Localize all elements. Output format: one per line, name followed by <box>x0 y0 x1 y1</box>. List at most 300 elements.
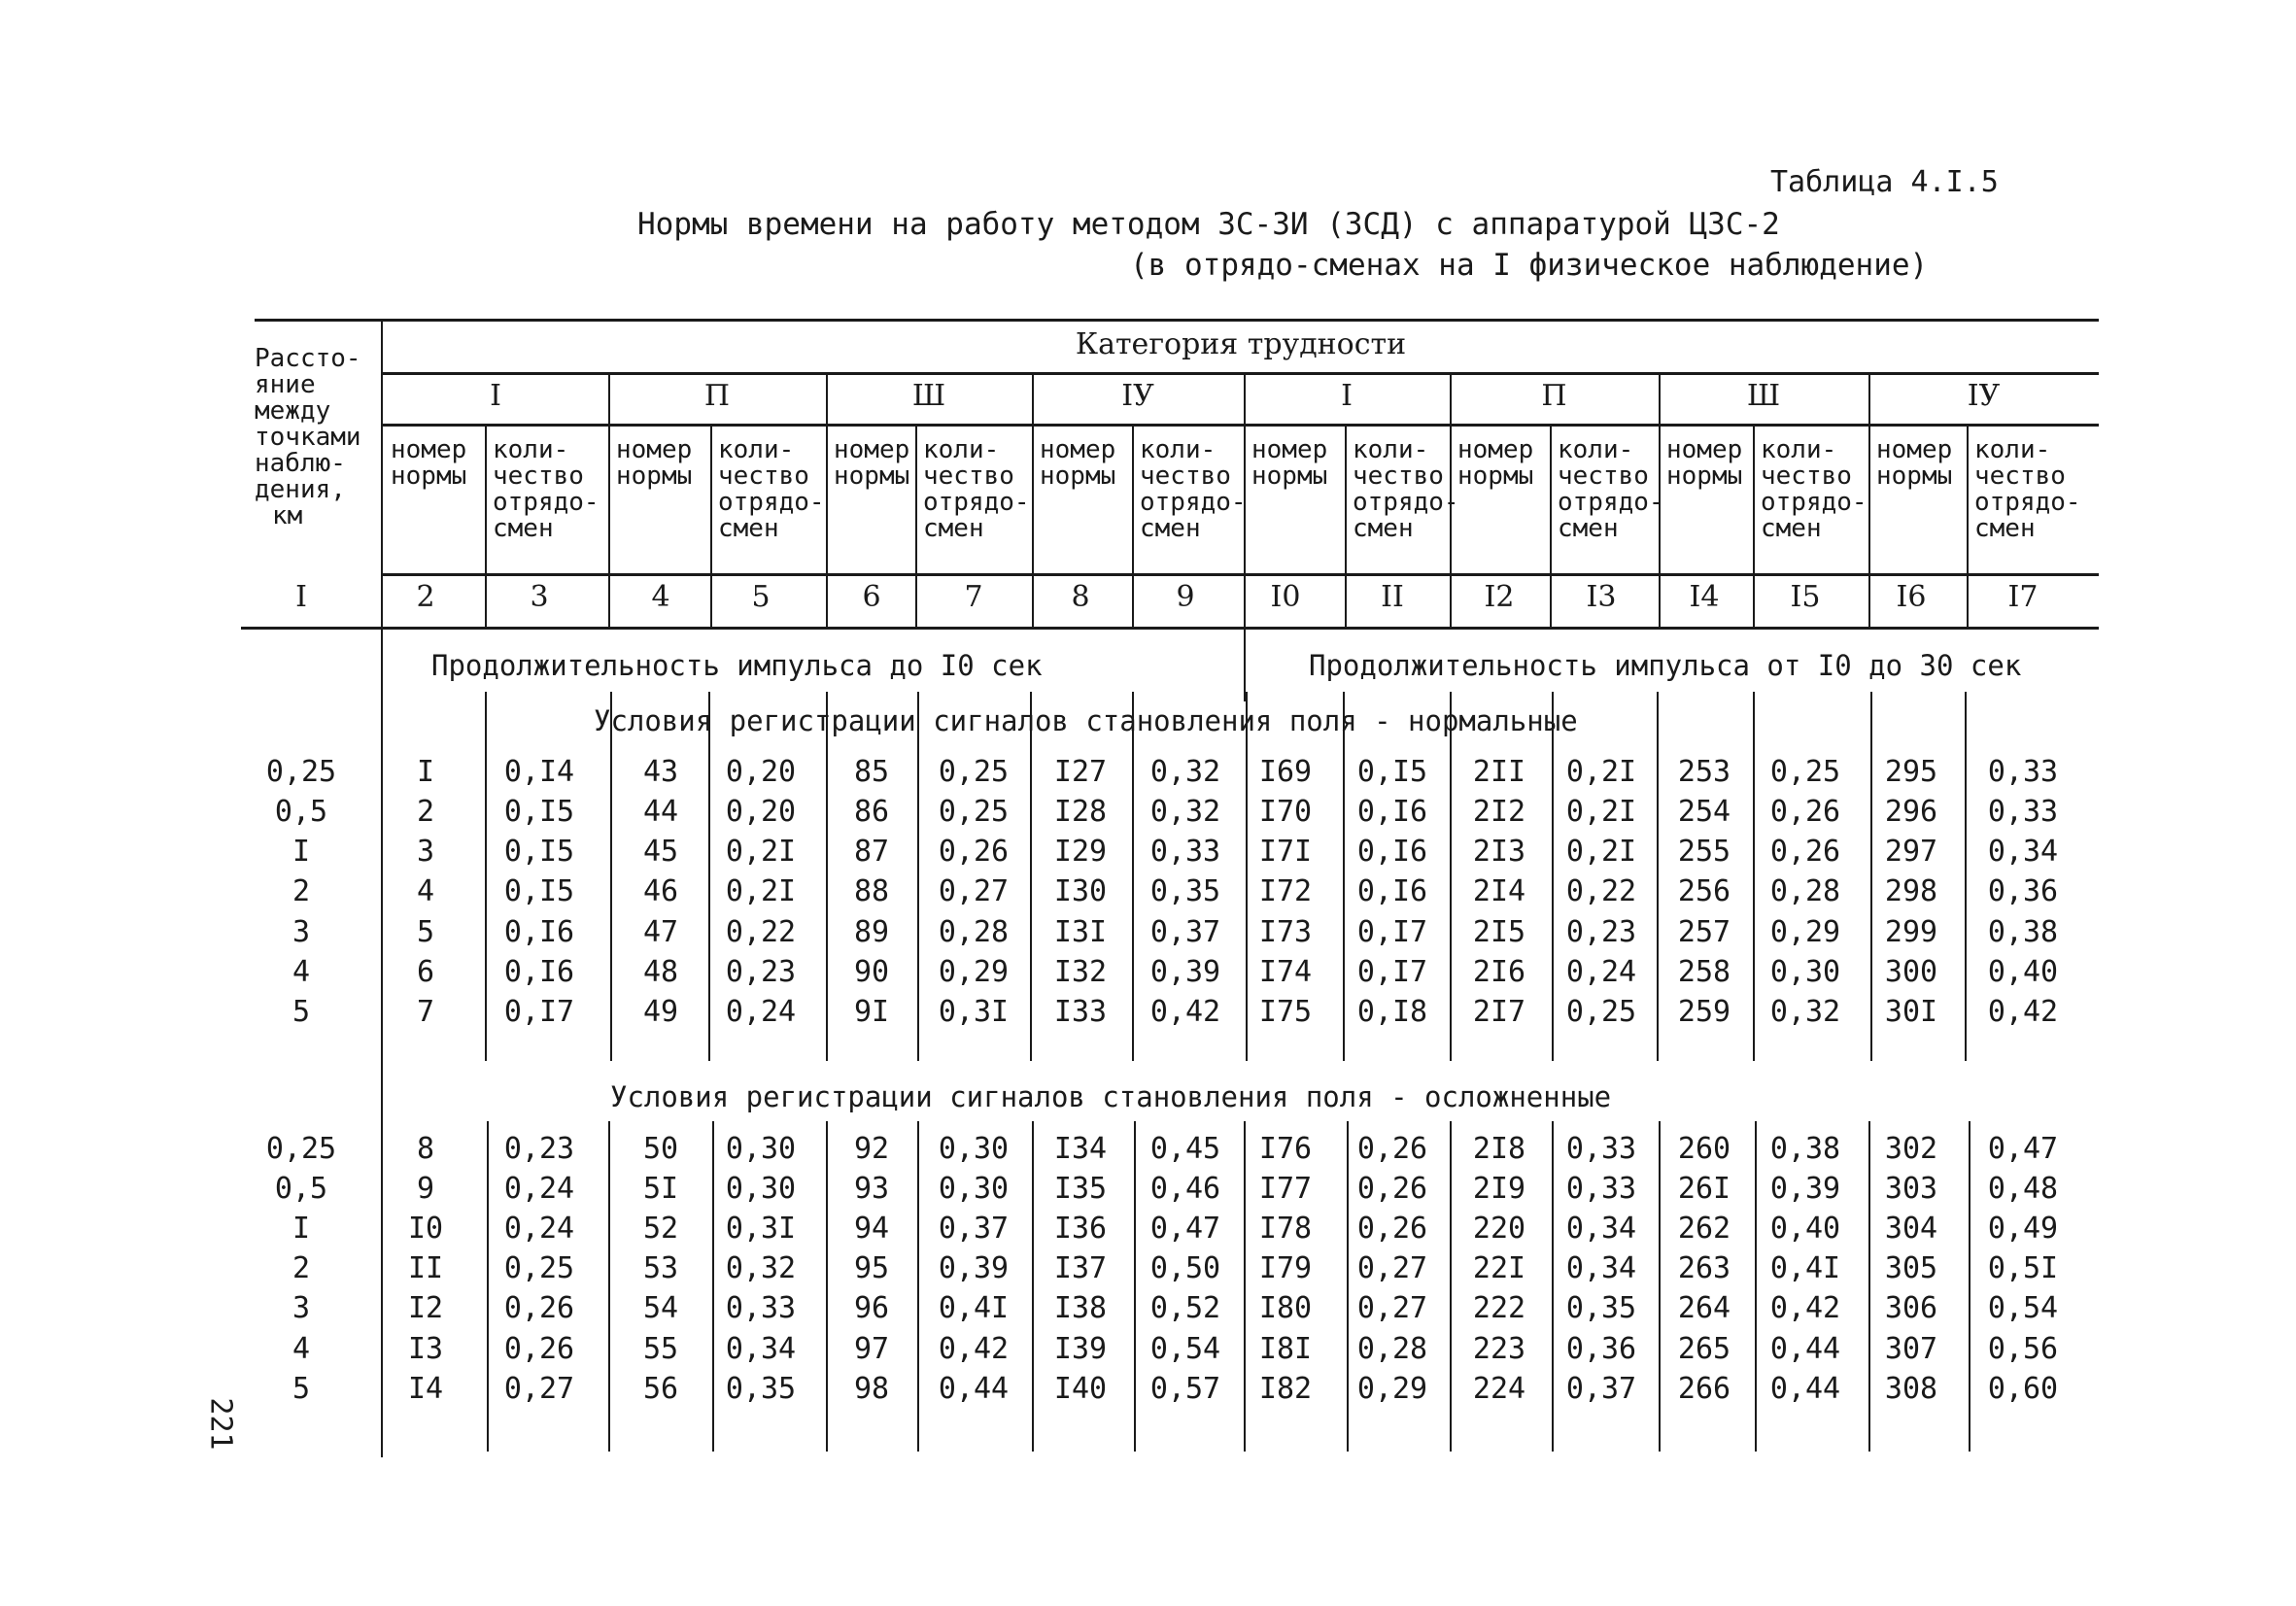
norm-number-cell: I73 <box>1258 915 1313 949</box>
norm-number-cell: 54 <box>642 1291 679 1325</box>
quantity-cell: 0,3I <box>725 1212 797 1246</box>
quantity-cell: 0,30 <box>725 1172 797 1206</box>
pulse-divider <box>1244 628 1246 701</box>
norm-number-cell: I3I <box>1053 915 1108 949</box>
column-number: I0 <box>1270 580 1301 614</box>
norm-number-cell: 307 <box>1884 1332 1938 1366</box>
norm-number-cell: 96 <box>853 1291 890 1325</box>
quantity-cell: 0,42 <box>1149 995 1221 1029</box>
norm-number-cell: I75 <box>1258 995 1313 1029</box>
column-number: 6 <box>862 580 881 614</box>
quantity-header <box>493 437 600 542</box>
quantity-cell: 0,49 <box>1987 1212 2059 1246</box>
norm-number-cell: I76 <box>1258 1132 1313 1166</box>
column-divider <box>1550 425 1552 627</box>
norm-number-cell: 220 <box>1472 1212 1526 1246</box>
quantity-header-line: смен <box>1558 514 1619 543</box>
norm-number-cell: I39 <box>1053 1332 1108 1366</box>
norm-number-cell: 223 <box>1472 1332 1526 1366</box>
quantity-cell: 0,60 <box>1987 1372 2059 1406</box>
norm-number-header-line: нормы <box>616 461 693 491</box>
category-header: I <box>1341 379 1353 413</box>
norm-number-cell: 2I9 <box>1472 1172 1526 1206</box>
quantity-cell: 0,40 <box>1987 955 2059 989</box>
column-number: II <box>1381 580 1404 614</box>
distance-header-line: точками <box>255 423 361 452</box>
quantity-cell: 0,45 <box>1149 1132 1221 1166</box>
quantity-cell: 0,24 <box>503 1172 575 1206</box>
distance-cell: 4 <box>291 955 311 989</box>
norm-number-cell: I79 <box>1258 1251 1313 1285</box>
quantity-header-line: смен <box>923 514 984 543</box>
quantity-cell: 0,29 <box>1769 915 1841 949</box>
quantity-cell: 0,2I <box>725 874 797 908</box>
header-rule <box>383 573 2099 576</box>
distance-cell: 0,5 <box>274 795 328 829</box>
distance-cell: 3 <box>291 1291 311 1325</box>
quantity-cell: 0,34 <box>725 1332 797 1366</box>
norm-number-cell: 6 <box>416 955 435 989</box>
quantity-cell: 0,37 <box>938 1212 1010 1246</box>
quantity-header-line: чество <box>1558 461 1649 491</box>
quantity-cell: 0,33 <box>1565 1132 1637 1166</box>
norm-number-cell: 255 <box>1677 835 1731 869</box>
distance-cell: 2 <box>291 1251 311 1285</box>
quantity-header-line: коли- <box>718 435 795 464</box>
quantity-cell: 0,30 <box>725 1132 797 1166</box>
quantity-header-line: отрядо- <box>493 488 600 517</box>
quantity-header <box>1761 437 1868 542</box>
norm-number-cell: 295 <box>1884 755 1938 789</box>
quantity-cell: 0,26 <box>1356 1132 1428 1166</box>
quantity-header-line: отрядо- <box>1974 488 2081 517</box>
distance-header-line: между <box>255 396 331 426</box>
norm-number-cell: 45 <box>642 835 679 869</box>
norm-number-cell: I33 <box>1053 995 1108 1029</box>
quantity-cell: 0,34 <box>1987 835 2059 869</box>
norm-number-cell: 22I <box>1472 1251 1526 1285</box>
norm-number-header-line: номер <box>1666 435 1743 464</box>
norm-number-cell: 46 <box>642 874 679 908</box>
quantity-cell: 0,33 <box>1987 795 2059 829</box>
quantity-cell: 0,I6 <box>503 955 575 989</box>
quantity-cell: 0,25 <box>1769 755 1841 789</box>
quantity-cell: 0,I7 <box>1356 955 1428 989</box>
section-title-normal: Условия регистрации сигналов становления поля - нормальные <box>594 704 1578 737</box>
quantity-header-line: смен <box>493 514 554 543</box>
quantity-cell: 0,26 <box>938 835 1010 869</box>
norm-number-cell: 50 <box>642 1132 679 1166</box>
quantity-cell: 0,26 <box>1356 1212 1428 1246</box>
quantity-header-line: коли- <box>1761 435 1837 464</box>
quantity-cell: 0,29 <box>938 955 1010 989</box>
norm-number-cell: 2II <box>1472 755 1526 789</box>
quantity-header-line: отрядо- <box>923 488 1030 517</box>
norm-number-cell: 44 <box>642 795 679 829</box>
norm-number-cell: 256 <box>1677 874 1731 908</box>
quantity-header <box>923 437 1030 542</box>
pulse-right-label: Продолжительность импульса от I0 до 30 сек <box>1309 649 2022 682</box>
category-header: Ш <box>1746 379 1781 413</box>
norm-number-cell: 304 <box>1884 1212 1938 1246</box>
norm-number-cell: 262 <box>1677 1212 1731 1246</box>
norm-number-cell: I78 <box>1258 1212 1313 1246</box>
norm-number-cell: 2I2 <box>1472 795 1526 829</box>
norm-number-header-line: номер <box>834 435 910 464</box>
quantity-header-line: чество <box>1974 461 2066 491</box>
quantity-cell: 0,22 <box>1565 874 1637 908</box>
norm-number-cell: 94 <box>853 1212 890 1246</box>
norm-number-cell: I8I <box>1258 1332 1313 1366</box>
quantity-cell: 0,26 <box>503 1291 575 1325</box>
column-number: I4 <box>1689 580 1720 614</box>
norm-number-cell: 253 <box>1677 755 1731 789</box>
norm-number-cell: 222 <box>1472 1291 1526 1325</box>
quantity-header-line: отрядо- <box>718 488 825 517</box>
quantity-cell: 0,5I <box>1987 1251 2059 1285</box>
quantity-cell: 0,2I <box>725 835 797 869</box>
norm-number-cell: 254 <box>1677 795 1731 829</box>
norm-number-header <box>834 437 909 490</box>
norm-number-cell: 89 <box>853 915 890 949</box>
norm-number-cell: I29 <box>1053 835 1108 869</box>
norm-number-cell: 2I5 <box>1472 915 1526 949</box>
quantity-cell: 0,I7 <box>1356 915 1428 949</box>
norm-number-cell: 92 <box>853 1132 890 1166</box>
distance-header-line: наблю- <box>255 449 346 478</box>
quantity-cell: 0,37 <box>1149 915 1221 949</box>
norm-number-header <box>1666 437 1742 490</box>
norm-number-cell: 2I6 <box>1472 955 1526 989</box>
table-subtitle: (в отрядо-сменах на I физическое наблюдение) <box>1130 248 1929 283</box>
quantity-cell: 0,40 <box>1769 1212 1841 1246</box>
norm-number-header <box>391 437 466 490</box>
norm-number-cell: 53 <box>642 1251 679 1285</box>
quantity-header-line: отрядо- <box>1140 488 1247 517</box>
column-number: I6 <box>1896 580 1927 614</box>
norm-number-cell: 87 <box>853 835 890 869</box>
norm-number-header <box>1457 437 1533 490</box>
quantity-header-line: отрядо- <box>1353 488 1459 517</box>
norm-number-cell: I69 <box>1258 755 1313 789</box>
column-divider <box>485 425 487 627</box>
norm-number-cell: I2 <box>407 1291 444 1325</box>
quantity-header-line: коли- <box>1140 435 1217 464</box>
norm-number-cell: 26I <box>1677 1172 1731 1206</box>
norm-number-cell: 7 <box>416 995 435 1029</box>
norm-number-cell: I <box>416 755 435 789</box>
norm-number-cell: 263 <box>1677 1251 1731 1285</box>
norm-number-cell: 296 <box>1884 795 1938 829</box>
norm-number-cell: I77 <box>1258 1172 1313 1206</box>
quantity-cell: 0,50 <box>1149 1251 1221 1285</box>
quantity-cell: 0,I7 <box>503 995 575 1029</box>
column-divider <box>1753 425 1755 627</box>
quantity-cell: 0,25 <box>1565 995 1637 1029</box>
norm-number-cell: 308 <box>1884 1372 1938 1406</box>
norm-number-cell: I30 <box>1053 874 1108 908</box>
quantity-cell: 0,52 <box>1149 1291 1221 1325</box>
quantity-cell: 0,48 <box>1987 1172 2059 1206</box>
norm-number-header-line: номер <box>616 435 693 464</box>
quantity-cell: 0,I8 <box>1356 995 1428 1029</box>
norm-number-cell: 3 <box>416 835 435 869</box>
distance-header-line: дения, <box>255 475 346 504</box>
quantity-cell: 0,26 <box>1769 795 1841 829</box>
norm-number-header-line: нормы <box>391 461 467 491</box>
quantity-cell: 0,27 <box>503 1372 575 1406</box>
distance-cell: I <box>291 835 311 869</box>
norm-number-cell: 300 <box>1884 955 1938 989</box>
norm-number-cell: 4 <box>416 874 435 908</box>
norm-number-cell: 95 <box>853 1251 890 1285</box>
quantity-cell: 0,57 <box>1149 1372 1221 1406</box>
norm-number-cell: 2I3 <box>1472 835 1526 869</box>
quantity-cell: 0,32 <box>1769 995 1841 1029</box>
distance-header-line: Рассто- <box>255 344 361 373</box>
norm-number-cell: 85 <box>853 755 890 789</box>
norm-number-cell: I7I <box>1258 835 1313 869</box>
column-number: I2 <box>1484 580 1515 614</box>
quantity-header-line: коли- <box>1974 435 2051 464</box>
quantity-cell: 0,26 <box>503 1332 575 1366</box>
quantity-cell: 0,I6 <box>1356 874 1428 908</box>
column-divider <box>1132 425 1134 627</box>
distance-cell: 0,25 <box>265 1132 337 1166</box>
norm-number-cell: 259 <box>1677 995 1731 1029</box>
norm-number-cell: I0 <box>407 1212 444 1246</box>
distance-cell: 0,5 <box>274 1172 328 1206</box>
category-header: Ш <box>911 379 946 413</box>
norm-number-header-line: нормы <box>1251 461 1328 491</box>
quantity-cell: 0,I5 <box>503 874 575 908</box>
quantity-cell: 0,3I <box>938 995 1010 1029</box>
norm-number-cell: 2I8 <box>1472 1132 1526 1166</box>
quantity-header <box>1558 437 1664 542</box>
norm-number-header-line: номер <box>1876 435 1953 464</box>
quantity-header-line: чество <box>718 461 809 491</box>
norm-number-cell: I74 <box>1258 955 1313 989</box>
norm-number-cell: I27 <box>1053 755 1108 789</box>
quantity-cell: 0,38 <box>1987 915 2059 949</box>
quantity-header-line: чество <box>493 461 584 491</box>
norm-number-cell: 257 <box>1677 915 1731 949</box>
quantity-cell: 0,35 <box>725 1372 797 1406</box>
quantity-header-line: коли- <box>1353 435 1429 464</box>
quantity-cell: 0,35 <box>1565 1291 1637 1325</box>
norm-number-cell: 302 <box>1884 1132 1938 1166</box>
column-number: I <box>295 580 307 614</box>
quantity-cell: 0,36 <box>1987 874 2059 908</box>
norm-number-cell: 264 <box>1677 1291 1731 1325</box>
column-divider <box>915 425 917 627</box>
norm-number-cell: 258 <box>1677 955 1731 989</box>
norm-number-header-line: номер <box>1040 435 1116 464</box>
column-number: 7 <box>964 580 983 614</box>
quantity-cell: 0,I5 <box>1356 755 1428 789</box>
quantity-header-line: коли- <box>923 435 1000 464</box>
norm-number-cell: I38 <box>1053 1291 1108 1325</box>
quantity-cell: 0,47 <box>1987 1132 2059 1166</box>
column-number: 4 <box>651 580 670 614</box>
table-top-rule <box>255 319 2099 322</box>
quantity-cell: 0,36 <box>1565 1332 1637 1366</box>
column-number: I7 <box>2007 580 2039 614</box>
quantity-header <box>1140 437 1247 542</box>
table-label: Таблица 4.I.5 <box>1770 165 1999 199</box>
quantity-header-line: чество <box>1140 461 1231 491</box>
quantity-cell: 0,28 <box>938 915 1010 949</box>
norm-number-cell: 43 <box>642 755 679 789</box>
category-header: П <box>1541 379 1567 413</box>
quantity-cell: 0,23 <box>725 955 797 989</box>
column-number: 5 <box>751 580 771 614</box>
distance-cell: 3 <box>291 915 311 949</box>
distance-cell: 4 <box>291 1332 311 1366</box>
norm-number-cell: I40 <box>1053 1372 1108 1406</box>
quantity-header-line: смен <box>1974 514 2036 543</box>
distance-header-line: км <box>272 501 303 530</box>
quantity-cell: 0,I5 <box>503 795 575 829</box>
subcategory-rule <box>383 424 2099 427</box>
quantity-cell: 0,32 <box>1149 755 1221 789</box>
quantity-cell: 0,2I <box>1565 755 1637 789</box>
norm-number-cell: 98 <box>853 1372 890 1406</box>
norm-number-cell: 297 <box>1884 835 1938 869</box>
category-rule <box>383 372 2099 375</box>
category-title: Категория трудности <box>1075 327 1407 361</box>
norm-number-cell: 47 <box>642 915 679 949</box>
column-number-rule <box>241 627 2099 630</box>
quantity-cell: 0,2I <box>1565 835 1637 869</box>
distance-cell: 5 <box>291 1372 311 1406</box>
column-number: 8 <box>1071 580 1090 614</box>
norm-number-header-line: нормы <box>1666 461 1743 491</box>
category-header: I <box>490 379 501 413</box>
norm-number-cell: I70 <box>1258 795 1313 829</box>
norm-number-cell: I72 <box>1258 874 1313 908</box>
norm-number-cell: 52 <box>642 1212 679 1246</box>
distance-header-line: яние <box>255 370 316 399</box>
quantity-cell: 0,I6 <box>503 915 575 949</box>
norm-number-cell: 303 <box>1884 1172 1938 1206</box>
quantity-header <box>1353 437 1459 542</box>
norm-number-cell: 90 <box>853 955 890 989</box>
norm-number-cell: 30I <box>1884 995 1938 1029</box>
norm-number-cell: 9I <box>853 995 890 1029</box>
quantity-cell: 0,33 <box>1149 835 1221 869</box>
quantity-cell: 0,33 <box>725 1291 797 1325</box>
quantity-cell: 0,I6 <box>1356 835 1428 869</box>
norm-number-header <box>616 437 692 490</box>
norm-number-header-line: номер <box>391 435 467 464</box>
norm-number-header-line: номер <box>1457 435 1534 464</box>
norm-number-cell: 266 <box>1677 1372 1731 1406</box>
quantity-cell: 0,24 <box>725 995 797 1029</box>
norm-number-cell: I35 <box>1053 1172 1108 1206</box>
distance-cell: 5 <box>291 995 311 1029</box>
quantity-cell: 0,42 <box>938 1332 1010 1366</box>
distance-cell: I <box>291 1212 311 1246</box>
quantity-cell: 0,44 <box>938 1372 1010 1406</box>
quantity-cell: 0,2I <box>1565 795 1637 829</box>
quantity-cell: 0,42 <box>1987 995 2059 1029</box>
norm-number-header <box>1251 437 1327 490</box>
quantity-cell: 0,23 <box>503 1132 575 1166</box>
category-header: П <box>703 379 731 413</box>
quantity-cell: 0,47 <box>1149 1212 1221 1246</box>
body-column-divider <box>1965 692 1967 1061</box>
quantity-cell: 0,33 <box>1565 1172 1637 1206</box>
norm-number-cell: 8 <box>416 1132 435 1166</box>
norm-number-cell: 9 <box>416 1172 435 1206</box>
norm-number-cell: I32 <box>1053 955 1108 989</box>
norm-number-cell: I37 <box>1053 1251 1108 1285</box>
distance-header <box>255 346 373 530</box>
norm-number-cell: 86 <box>853 795 890 829</box>
norm-number-cell: I3 <box>407 1332 444 1366</box>
quantity-header-line: отрядо- <box>1558 488 1664 517</box>
quantity-cell: 0,44 <box>1769 1332 1841 1366</box>
quantity-cell: 0,39 <box>1769 1172 1841 1206</box>
pulse-left-label: Продолжительность импульса до I0 сек <box>431 649 1043 682</box>
quantity-cell: 0,38 <box>1769 1132 1841 1166</box>
norm-number-cell: I80 <box>1258 1291 1313 1325</box>
column-number: 3 <box>530 580 549 614</box>
quantity-cell: 0,24 <box>503 1212 575 1246</box>
quantity-cell: 0,25 <box>938 795 1010 829</box>
quantity-cell: 0,30 <box>1769 955 1841 989</box>
quantity-header-line: смен <box>718 514 779 543</box>
quantity-cell: 0,33 <box>1987 755 2059 789</box>
quantity-cell: 0,32 <box>1149 795 1221 829</box>
quantity-header-line: чество <box>1353 461 1444 491</box>
norm-number-cell: 55 <box>642 1332 679 1366</box>
quantity-header-line: смен <box>1761 514 1822 543</box>
quantity-cell: 0,39 <box>1149 955 1221 989</box>
norm-number-cell: 299 <box>1884 915 1938 949</box>
column-number: I5 <box>1790 580 1821 614</box>
quantity-cell: 0,24 <box>1565 955 1637 989</box>
norm-number-cell: I28 <box>1053 795 1108 829</box>
quantity-header <box>1974 437 2081 542</box>
quantity-cell: 0,25 <box>503 1251 575 1285</box>
quantity-cell: 0,4I <box>938 1291 1010 1325</box>
column-number: 2 <box>416 580 435 614</box>
distance-cell: 0,25 <box>265 755 337 789</box>
norm-number-cell: 5I <box>642 1172 679 1206</box>
norm-number-cell: 306 <box>1884 1291 1938 1325</box>
norm-number-header <box>1040 437 1115 490</box>
page-number: 221 <box>203 1397 238 1451</box>
norm-number-cell: I82 <box>1258 1372 1313 1406</box>
norm-number-cell: I34 <box>1053 1132 1108 1166</box>
quantity-cell: 0,26 <box>1769 835 1841 869</box>
quantity-cell: 0,27 <box>938 874 1010 908</box>
norm-number-cell: II <box>407 1251 444 1285</box>
quantity-cell: 0,20 <box>725 755 797 789</box>
norm-number-cell: 48 <box>642 955 679 989</box>
quantity-cell: 0,32 <box>725 1251 797 1285</box>
quantity-cell: 0,34 <box>1565 1251 1637 1285</box>
quantity-cell: 0,35 <box>1149 874 1221 908</box>
quantity-cell: 0,20 <box>725 795 797 829</box>
quantity-cell: 0,I5 <box>503 835 575 869</box>
quantity-header-line: чество <box>1761 461 1852 491</box>
quantity-header-line: смен <box>1353 514 1414 543</box>
quantity-cell: 0,25 <box>938 755 1010 789</box>
category-header: IУ <box>1121 379 1154 413</box>
